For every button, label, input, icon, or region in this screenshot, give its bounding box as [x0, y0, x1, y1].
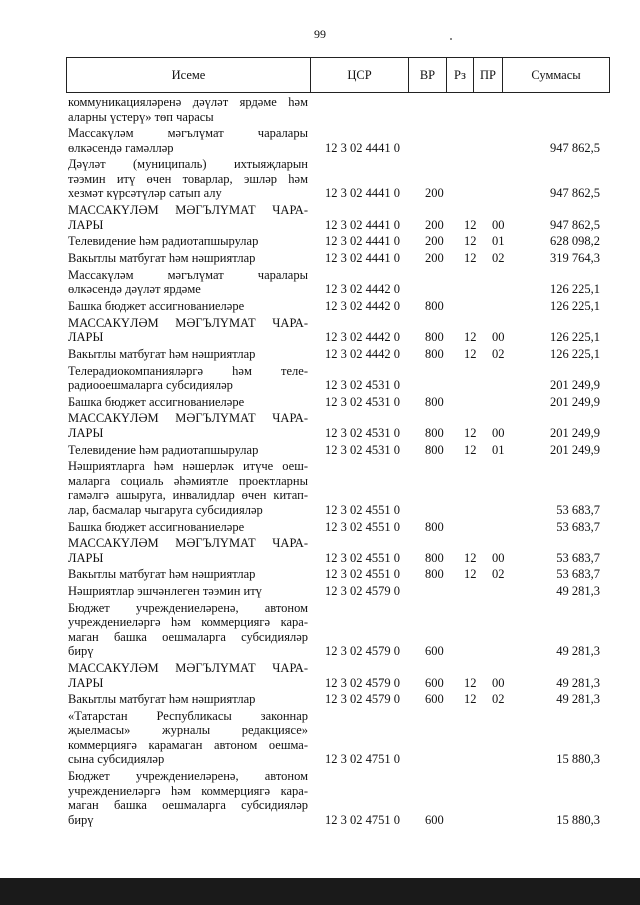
row-code: 12 3 02 4441 0 — [325, 234, 400, 249]
row-name — [68, 157, 308, 201]
row-name-line: аларны үстерү» төп чарасы — [68, 109, 214, 124]
row-vr: 200 — [425, 251, 444, 265]
row-pr: 02 — [492, 346, 505, 361]
row-name-line: коммерциягә карамаган автоном оешма- — [68, 737, 308, 752]
header-sum: Суммасы — [531, 67, 581, 82]
row-name-line: Телевидение һәм радиотапшырулар — [68, 442, 259, 457]
row-sum: 319 764,3 — [550, 251, 600, 265]
row-name-line: Вакытлы матбугат һәм нәшриятлар — [68, 251, 256, 265]
table-row — [0, 268, 640, 297]
row-pr: 01 — [492, 442, 505, 457]
row-name-line: Телерадиокомпанияләргә һәм теле- — [68, 363, 308, 378]
table-row — [0, 95, 640, 124]
header-name: Исеме — [67, 58, 311, 92]
row-name-line: тәэмин итү өчен товарлар, эшләр һәм — [68, 171, 308, 186]
row-name-line: Башка бюджет ассигнованиеләре — [68, 519, 245, 534]
row-code: 12 3 02 4579 0 — [325, 692, 400, 707]
row-pr: 02 — [492, 567, 505, 582]
row-sum: 201 249,9 — [550, 394, 600, 409]
row-vr: 600 — [425, 644, 444, 659]
row-code: 12 3 02 4441 0 — [325, 251, 400, 265]
row-name-line: Массакүләм мәгълүмат чаралары — [68, 267, 308, 282]
row-code: 12 3 02 4531 0 — [325, 378, 400, 392]
row-vr: 800 — [425, 519, 444, 534]
row-sum: 201 249,9 — [550, 425, 600, 440]
row-name-line: маган башка оешмаларга субсидияләр — [68, 629, 308, 644]
row-name-line: Вакытлы матбугат һәм нәшриятлар — [68, 567, 256, 582]
row-pr: 00 — [492, 330, 505, 345]
row-name-line: «Татарстан Республикасы законнар — [68, 708, 308, 723]
row-sum: 126 225,1 — [550, 346, 600, 361]
row-sum: 49 281,3 — [556, 675, 600, 690]
row-name — [68, 536, 308, 565]
row-pr: 00 — [492, 217, 505, 232]
row-name-line: Вакытлы матбугат һәм нәшриятлар — [68, 692, 256, 707]
table-row — [0, 520, 640, 535]
table-row — [0, 411, 640, 440]
row-code: 12 3 02 4551 0 — [325, 550, 400, 565]
row-sum: 53 683,7 — [556, 550, 600, 565]
row-pr: 02 — [492, 251, 505, 265]
row-vr: 800 — [425, 442, 444, 457]
row-name — [68, 126, 308, 155]
row-sum: 49 281,3 — [556, 644, 600, 659]
row-name-line: МАССАКҮЛӘМ МӘГЪЛҮМАТ ЧАРА- — [68, 203, 308, 218]
row-name — [68, 692, 308, 707]
row-name-line: МАССАКҮЛӘМ МӘГЪЛҮМАТ ЧАРА- — [68, 536, 308, 551]
row-name — [68, 443, 308, 458]
table-row — [0, 536, 640, 565]
row-vr: 200 — [425, 186, 444, 201]
row-name-line: Массакүләм мәгълүмат чаралары — [68, 126, 308, 141]
row-rz: 12 — [464, 425, 477, 440]
row-name-line: учреждениеләргә һәм коммерциягә кара- — [68, 615, 308, 630]
row-name — [68, 234, 308, 249]
header-vr: ВР — [409, 58, 447, 92]
table-row — [0, 692, 640, 707]
row-sum: 947 862,5 — [550, 140, 600, 155]
row-code: 12 3 02 4441 0 — [325, 186, 400, 201]
row-name — [68, 95, 308, 124]
row-vr: 600 — [425, 812, 444, 827]
row-name-line: гамәлгә ашыруга, инвалидлар өчен китап- — [68, 488, 308, 503]
scan-speck — [450, 38, 452, 40]
row-name-line: өлкәсендә дәүләт ярдәме — [68, 282, 201, 297]
row-code: 12 3 02 4442 0 — [325, 298, 400, 313]
row-sum: 15 880,3 — [556, 812, 600, 827]
row-name-line: Бюджет учреждениеләренә, автоном — [68, 769, 308, 784]
row-rz: 12 — [464, 567, 477, 582]
row-name-line: хезмәт күрсәтүләр сатып алу — [68, 186, 222, 201]
row-rz: 12 — [464, 251, 477, 265]
row-name — [68, 347, 308, 362]
row-sum: 628 098,2 — [550, 234, 600, 249]
table-row — [0, 584, 640, 599]
row-name — [68, 769, 308, 827]
row-name-line: маган башка оешмаларга субсидияләр — [68, 798, 308, 813]
row-name-line: бирү — [68, 644, 94, 659]
row-rz: 12 — [464, 675, 477, 690]
row-name — [68, 661, 308, 690]
row-vr: 200 — [425, 234, 444, 249]
row-sum: 126 225,1 — [550, 282, 600, 297]
row-sum: 53 683,7 — [556, 502, 600, 517]
row-rz: 12 — [464, 217, 477, 232]
row-pr: 01 — [492, 234, 505, 249]
header-pr: ПР — [474, 58, 503, 92]
page-number: 99 — [314, 27, 326, 41]
row-name-line: ЛАРЫ — [68, 217, 104, 232]
row-vr: 800 — [425, 346, 444, 361]
table-row — [0, 157, 640, 201]
row-code: 12 3 02 4441 0 — [325, 217, 400, 232]
row-code: 12 3 02 4442 0 — [325, 330, 400, 345]
table-row — [0, 299, 640, 314]
row-name — [68, 395, 308, 410]
table-row — [0, 709, 640, 767]
row-name-line: Телевидение һәм радиотапшырулар — [68, 234, 259, 249]
row-code: 12 3 02 4579 0 — [325, 675, 400, 690]
row-rz: 12 — [464, 692, 477, 707]
row-sum: 53 683,7 — [556, 519, 600, 534]
row-vr: 800 — [425, 298, 444, 313]
row-sum: 201 249,9 — [550, 378, 600, 392]
table-row — [0, 459, 640, 517]
row-name-line: Дәүләт (муниципаль) ихтыяҗларын — [68, 157, 308, 172]
row-vr: 800 — [425, 567, 444, 582]
header-csr: ЦСР — [311, 58, 409, 92]
table-row — [0, 316, 640, 345]
table-row — [0, 234, 640, 249]
row-name — [68, 459, 308, 517]
row-code: 12 3 02 4579 0 — [325, 644, 400, 659]
row-name-line: МАССАКҮЛӘМ МӘГЪЛҮМАТ ЧАРА- — [68, 315, 308, 330]
row-name — [68, 364, 308, 393]
table-row — [0, 126, 640, 155]
row-vr: 800 — [425, 425, 444, 440]
row-name-line: МАССАКҮЛӘМ МӘГЪЛҮМАТ ЧАРА- — [68, 661, 308, 675]
row-name — [68, 411, 308, 440]
row-vr: 800 — [425, 550, 444, 565]
row-vr: 800 — [425, 394, 444, 409]
row-rz: 12 — [464, 346, 477, 361]
row-sum: 49 281,3 — [556, 692, 600, 707]
row-name-line: ЛАРЫ — [68, 675, 104, 690]
row-name-line: бирү — [68, 812, 94, 827]
row-name-line: лар, басмалар чыгаруга субсидияләр — [68, 502, 263, 517]
row-name-line: җыелмасы» журналы редакциясе» — [68, 723, 308, 738]
table-row — [0, 567, 640, 582]
row-vr: 200 — [425, 217, 444, 232]
row-sum: 947 862,5 — [550, 217, 600, 232]
row-code: 12 3 02 4579 0 — [325, 584, 400, 599]
row-code: 12 3 02 4551 0 — [325, 567, 400, 582]
row-code: 12 3 02 4551 0 — [325, 502, 400, 517]
row-rz: 12 — [464, 550, 477, 565]
row-name — [68, 203, 308, 232]
row-name — [68, 584, 308, 599]
row-rz: 12 — [464, 442, 477, 457]
row-sum: 126 225,1 — [550, 298, 600, 313]
row-name-line: сына субсидияләр — [68, 752, 165, 767]
table-header — [66, 57, 610, 93]
row-vr: 600 — [425, 675, 444, 690]
table-row — [0, 769, 640, 827]
row-sum: 53 683,7 — [556, 567, 600, 582]
row-name-line: Бюджет учреждениеләренә, автоном — [68, 600, 308, 615]
row-pr: 00 — [492, 550, 505, 565]
row-name — [68, 316, 308, 345]
row-sum: 201 249,9 — [550, 442, 600, 457]
row-code: 12 3 02 4751 0 — [325, 752, 400, 767]
row-code: 12 3 02 4751 0 — [325, 812, 400, 827]
row-name — [68, 520, 308, 535]
table-row — [0, 661, 640, 690]
row-name — [68, 601, 308, 659]
row-pr: 02 — [492, 692, 505, 707]
row-vr: 600 — [425, 692, 444, 707]
row-name-line: Башка бюджет ассигнованиеләре — [68, 298, 245, 313]
table-row — [0, 395, 640, 410]
row-name-line: МАССАКҮЛӘМ МӘГЪЛҮМАТ ЧАРА- — [68, 411, 308, 426]
row-name-line: коммуникацияләренә дәүләт ярдәме һәм — [68, 95, 308, 109]
row-pr: 00 — [492, 675, 505, 690]
row-pr: 00 — [492, 425, 505, 440]
row-code: 12 3 02 4551 0 — [325, 519, 400, 534]
row-name-line: Нәшриятлар эшчәнлеген тәэмин итү — [68, 584, 262, 599]
scan-border — [0, 878, 640, 905]
row-name-line: Вакытлы матбугат һәм нәшриятлар — [68, 346, 256, 361]
row-code: 12 3 02 4442 0 — [325, 282, 400, 297]
row-name — [68, 299, 308, 314]
table-row — [0, 601, 640, 659]
row-code: 12 3 02 4442 0 — [325, 346, 400, 361]
row-name-line: маларга социаль әһәмиятле проектларны — [68, 473, 308, 488]
row-rz: 12 — [464, 234, 477, 249]
row-rz: 12 — [464, 330, 477, 345]
row-name-line: ЛАРЫ — [68, 330, 104, 345]
row-name — [68, 709, 308, 767]
row-name-line: учреждениеләргә һәм коммерциягә кара- — [68, 783, 308, 798]
header-rz: Рз — [447, 58, 474, 92]
row-name-line: ЛАРЫ — [68, 550, 104, 565]
table-row — [0, 203, 640, 232]
row-sum: 49 281,3 — [556, 584, 600, 599]
row-vr: 800 — [425, 330, 444, 345]
row-name-line: Нәшриятларга һәм нәшерләк итүче оеш- — [68, 459, 308, 474]
row-sum: 947 862,5 — [550, 186, 600, 201]
table-row — [0, 364, 640, 393]
row-code: 12 3 02 4441 0 — [325, 140, 400, 155]
row-code: 12 3 02 4531 0 — [325, 394, 400, 409]
row-name — [68, 268, 308, 297]
table-row — [0, 443, 640, 458]
row-sum: 15 880,3 — [556, 752, 600, 767]
row-code: 12 3 02 4531 0 — [325, 425, 400, 440]
row-name — [68, 567, 308, 582]
table-row — [0, 347, 640, 362]
row-name-line: өлкәсендә гамәлләр — [68, 140, 174, 155]
row-name-line: Башка бюджет ассигнованиеләре — [68, 394, 245, 409]
row-code: 12 3 02 4531 0 — [325, 442, 400, 457]
table-row — [0, 251, 640, 266]
row-sum: 126 225,1 — [550, 330, 600, 345]
row-name — [68, 251, 308, 266]
row-name-line: ЛАРЫ — [68, 425, 104, 440]
row-name-line: радиооешмаларга субсидияләр — [68, 378, 233, 392]
